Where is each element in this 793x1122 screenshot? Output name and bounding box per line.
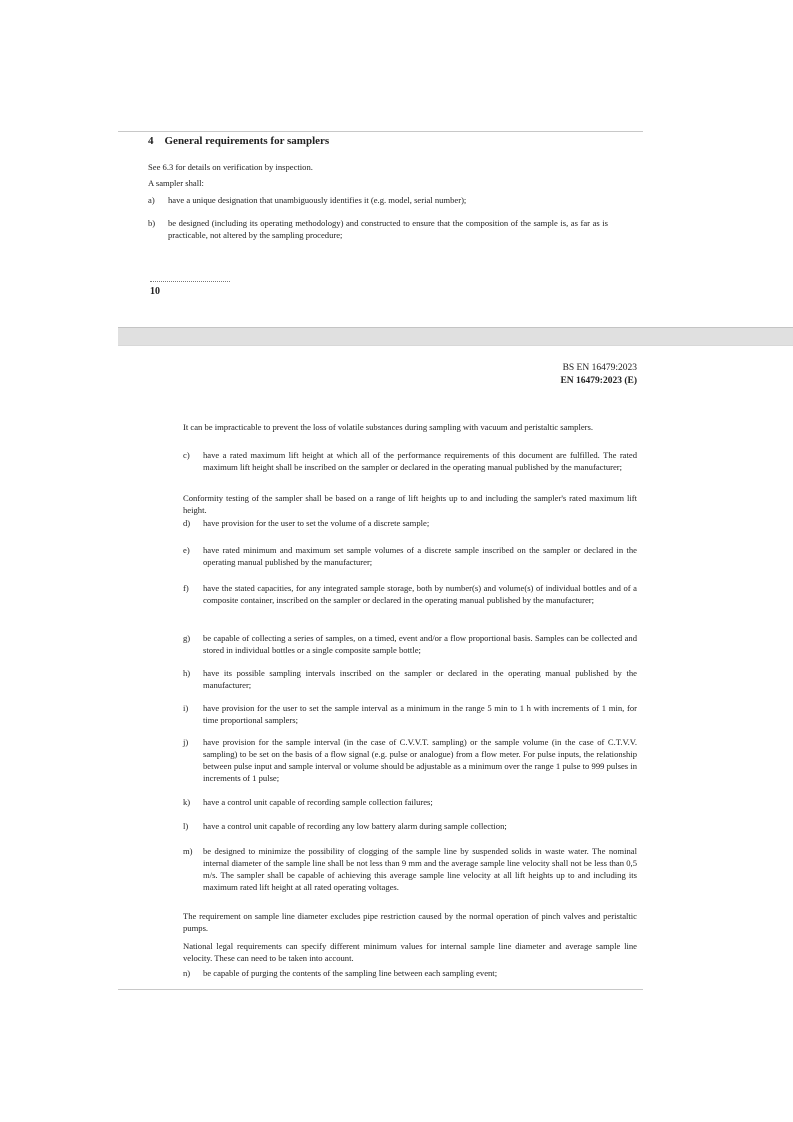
item-label: i): [183, 703, 189, 713]
item-text: have the stated capacities, for any integrated sample storage, both by number(s) and volume(s) of individual bottles and of a composite container, inscribed on the sampler or declared in the operating manual published by the manufacturer;: [203, 583, 637, 605]
item-text: have rated minimum and maximum set sample volumes of a discrete sample inscribed on the sampler or declared in the operating manual published by the manufacturer;: [203, 545, 637, 567]
list-item: [183, 632, 637, 656]
paragraph: See 6.3 for details on verification by inspection.: [148, 162, 313, 172]
list-item: [183, 517, 637, 529]
item-text: be designed (including its operating methodology) and constructed to ensure that the composition of the sample is, as far as is practicable, not altered by the sampling procedure;: [168, 218, 608, 240]
list-item: [183, 702, 637, 726]
section-title: General requirements for samplers: [164, 135, 330, 147]
page-bottom-rule: [118, 989, 643, 990]
note: Conformity testing of the sampler shall be based on a range of lift heights up to and including the sampler's rated maximum lift height.: [183, 493, 637, 515]
item-text: be capable of purging the contents of the sampling line between each sampling event;: [203, 968, 498, 978]
item-label: k): [183, 797, 191, 807]
item-label: a): [148, 195, 155, 205]
list-item: [183, 582, 637, 606]
item-label: d): [183, 518, 191, 528]
item-label: j): [183, 737, 189, 747]
section-heading: [148, 135, 618, 147]
list-item: [183, 667, 637, 691]
item-text: have provision for the user to set the sample interval as a minimum in the range 5 min to 1 h with increments of 1 min, for time proportional samplers;: [203, 703, 637, 725]
item-label: m): [183, 846, 193, 856]
list-item: [183, 736, 637, 784]
item-text: have a unique designation that unambiguously identifies it (e.g. model, serial number);: [168, 195, 467, 205]
note: National legal requirements can specify different minimum values for internal sample line diameter and average sample line velocity. These can need to be taken into account.: [183, 941, 637, 963]
item-label: l): [183, 821, 189, 831]
item-label: f): [183, 583, 189, 593]
item-text: be designed to minimize the possibility of clogging of the sample line by suspended solids in waste water. The nominal internal diameter of the sample line shall be not less than 9 mm and the average sample line velocity shall not be less than 0,5 m/s. The sampler shall be capable of achieving this average sample line velocity at all lift heights up to and including its maximum rated lift height at all rated operating voltages.: [203, 846, 637, 892]
item-text: have its possible sampling intervals inscribed on the sampler or declared in the operating manual published by the manufacturer;: [203, 668, 637, 690]
note: It can be impracticable to prevent the loss of volatile substances during sampling with vacuum and peristaltic samplers.: [183, 422, 593, 432]
item-label: h): [183, 668, 191, 678]
header-standard-en: EN 16479:2023 (E): [560, 376, 637, 386]
page-number: 10: [150, 286, 160, 297]
page-top-rule: [118, 131, 643, 132]
item-text: have a control unit capable of recording sample collection failures;: [203, 797, 433, 807]
item-text: have a rated maximum lift height at which all of the performance requirements of this document are fulfilled. The rated maximum lift height shall be inscribed on the sampler or declared in the operating manual published by the manufacturer;: [203, 450, 637, 472]
paragraph: A sampler shall:: [148, 178, 204, 188]
item-text: be capable of collecting a series of samples, on a timed, event and/or a flow proportional basis. Samples can be collected and stored in individual bottles or a single composite sample bottle;: [203, 633, 637, 655]
list-item: [148, 194, 618, 206]
page-separator: [118, 327, 793, 346]
item-label: b): [148, 218, 156, 228]
list-item: [183, 544, 637, 568]
list-item: [183, 845, 637, 893]
header-standard: BS EN 16479:2023: [562, 363, 637, 373]
item-text: have provision for the sample interval (in the case of C.V.V.T. sampling) or the sample volume (in the case of C.T.V.V. sampling) to be set on the basis of a flow signal (e.g. pulse or analogue) from a flow meter. For pulse inputs, the relationship between pulse input and sample interval or volume should be adjustable as a minimum over the range 1 pulse to 999 pulses in increments of 1 pulse;: [203, 737, 637, 783]
list-item: [183, 967, 637, 979]
footer-watermark: [150, 281, 230, 282]
item-label: e): [183, 545, 190, 555]
note: The requirement on sample line diameter excludes pipe restriction caused by the normal operation of pinch valves and peristaltic pumps.: [183, 911, 637, 933]
item-label: g): [183, 633, 191, 643]
item-text: have a control unit capable of recording any low battery alarm during sample collection;: [203, 821, 507, 831]
list-item: [183, 449, 637, 473]
list-item: [183, 796, 637, 808]
section-number: 4: [148, 135, 154, 147]
item-label: c): [183, 450, 190, 460]
item-label: n): [183, 968, 191, 978]
item-text: have provision for the user to set the volume of a discrete sample;: [203, 518, 430, 528]
list-item: [148, 217, 608, 241]
list-item: [183, 820, 637, 832]
